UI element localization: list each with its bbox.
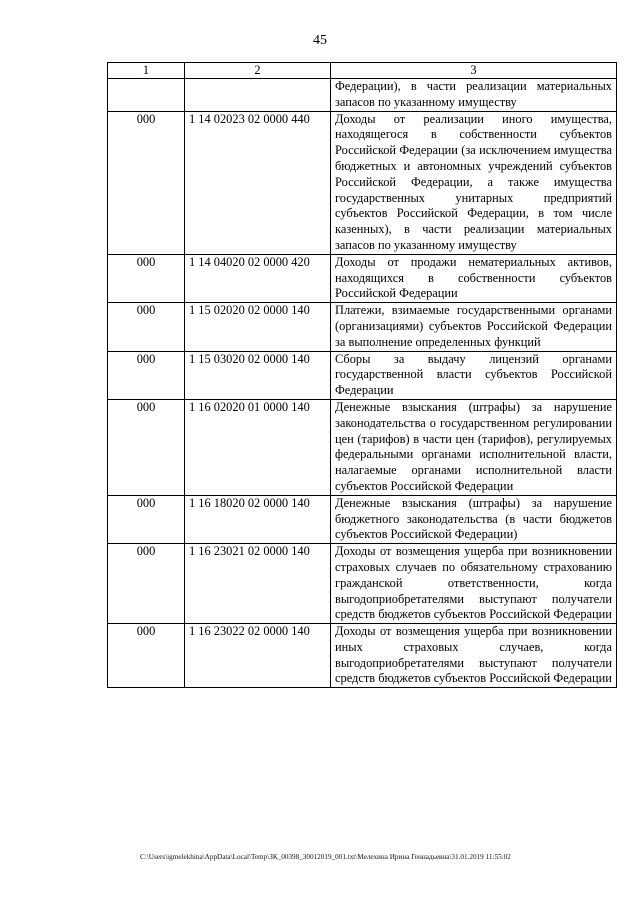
description-cell: Денежные взыскания (штрафы) за нарушение законодательства о государственном регулировании цен (тарифов) в части цен (тарифов), регулируемых федеральными органами исполнительной власти, налагаемые органами исполнительной власти субъектов Российской Федерации: [331, 399, 617, 495]
table-header-row: [108, 63, 617, 79]
table-row: [108, 79, 617, 112]
page-number: 45: [313, 33, 327, 48]
table-row: [108, 351, 617, 399]
kbk-code-cell: 1 16 23021 02 0000 140: [185, 544, 331, 624]
admin-code-cell: 000: [108, 399, 185, 495]
kbk-code-cell: 1 14 04020 02 0000 420: [185, 254, 331, 302]
budget-classification-table: [107, 62, 617, 688]
admin-code-cell: 000: [108, 351, 185, 399]
description-cell: Сборы за выдачу лицензий органами государственной власти субъектов Российской Федерации: [331, 351, 617, 399]
description-cell: Доходы от реализации иного имущества, находящегося в собственности субъектов Российской Федерации (за исключением имущества бюджетных и автономных учреждений субъектов Российской Федерации, а также имущества государственных унитарных предприятий субъектов Российской Федерации, в том числе казенных), в части реализации материальных запасов по указанному имуществу: [331, 111, 617, 254]
description-cell: Доходы от возмещения ущерба при возникновении страховых случаев по обязательному страхованию гражданской ответственности, когда выгодоприобретателями выступают получатели средств бюджетов субъектов Российской Федерации: [331, 544, 617, 624]
table-row: [108, 544, 617, 624]
description-cell: Доходы от продажи нематериальных активов, находящихся в собственности субъектов Российской Федерации: [331, 254, 617, 302]
kbk-code-cell: 1 14 02023 02 0000 440: [185, 111, 331, 254]
admin-code-cell: 000: [108, 624, 185, 688]
kbk-code-cell: 1 16 02020 01 0000 140: [185, 399, 331, 495]
header-col-2: 2: [185, 63, 331, 79]
kbk-code-cell: 1 16 18020 02 0000 140: [185, 495, 331, 543]
file-path-footer: C:\Users\igmelekhina\AppData\Local\Temp\ЗК_00398_30012019_001.txt\Мелехина Ирина Геннадьевна\31.01.2019 11:55:02: [140, 853, 511, 861]
description-cell: Денежные взыскания (штрафы) за нарушение бюджетного законодательства (в части бюджетов субъектов Российской Федерации): [331, 495, 617, 543]
description-cell: Федерации), в части реализации материальных запасов по указанному имуществу: [331, 79, 617, 112]
admin-code-cell: [108, 79, 185, 112]
kbk-code-cell: 1 15 02020 02 0000 140: [185, 303, 331, 351]
table-row: [108, 624, 617, 688]
table-row: [108, 495, 617, 543]
admin-code-cell: 000: [108, 544, 185, 624]
admin-code-cell: 000: [108, 111, 185, 254]
kbk-code-cell: 1 16 23022 02 0000 140: [185, 624, 331, 688]
description-cell: Платежи, взимаемые государственными органами (организациями) субъектов Российской Федерации за выполнение определенных функций: [331, 303, 617, 351]
kbk-code-cell: [185, 79, 331, 112]
table-row: [108, 399, 617, 495]
header-col-1: 1: [108, 63, 185, 79]
table-row: [108, 254, 617, 302]
header-col-3: 3: [331, 63, 617, 79]
kbk-code-cell: 1 15 03020 02 0000 140: [185, 351, 331, 399]
admin-code-cell: 000: [108, 303, 185, 351]
description-cell: Доходы от возмещения ущерба при возникновении иных страховых случаев, когда выгодоприобретателями выступают получатели средств бюджетов субъектов Российской Федерации: [331, 624, 617, 688]
table-row: [108, 303, 617, 351]
table-row: [108, 111, 617, 254]
admin-code-cell: 000: [108, 495, 185, 543]
admin-code-cell: 000: [108, 254, 185, 302]
